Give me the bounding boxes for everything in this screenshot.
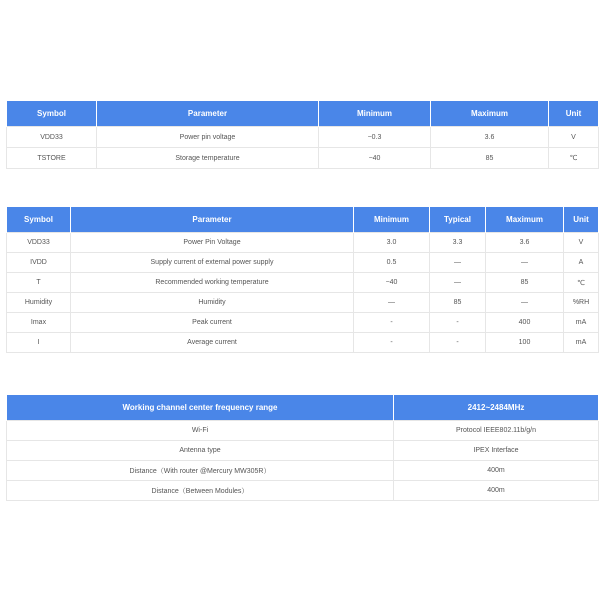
table-row <box>7 313 599 333</box>
cell-typical: — <box>430 273 486 293</box>
cell-maximum: 100 <box>486 333 564 353</box>
cell-minimum: - <box>354 313 430 333</box>
cell-unit: ℃ <box>564 273 599 293</box>
cell-parameter: Recommended working temperature <box>71 273 354 293</box>
cell-value: 400m <box>394 481 599 501</box>
cell-symbol: Humidity <box>7 293 71 313</box>
cell-minimum: - <box>354 333 430 353</box>
cell-typical: - <box>430 313 486 333</box>
cell-typical: 3.3 <box>430 233 486 253</box>
cell-typical: — <box>430 253 486 273</box>
cell-typical: - <box>430 333 486 353</box>
cell-typical: 85 <box>430 293 486 313</box>
header-symbol: Symbol <box>7 207 71 233</box>
table-row <box>7 421 599 441</box>
operating-conditions-table <box>6 206 599 353</box>
cell-value: 400m <box>394 461 599 481</box>
cell-unit: V <box>564 233 599 253</box>
cell-maximum: — <box>486 293 564 313</box>
header-unit: Unit <box>549 101 599 127</box>
cell-minimum: −0.3 <box>319 127 431 148</box>
header-parameter: Parameter <box>71 207 354 233</box>
cell-value: IPEX Interface <box>394 441 599 461</box>
table-row <box>7 127 599 148</box>
cell-minimum: — <box>354 293 430 313</box>
table-row <box>7 481 599 501</box>
cell-symbol: TSTORE <box>7 148 97 169</box>
table-row <box>7 333 599 353</box>
header-maximum: Maximum <box>486 207 564 233</box>
header-minimum: Minimum <box>354 207 430 233</box>
header-unit: Unit <box>564 207 599 233</box>
cell-parameter: Average current <box>71 333 354 353</box>
cell-unit: ℃ <box>549 148 599 169</box>
cell-parameter: Storage temperature <box>97 148 319 169</box>
cell-item: Antenna type <box>7 441 394 461</box>
cell-maximum: — <box>486 253 564 273</box>
cell-symbol: T <box>7 273 71 293</box>
table-header-row <box>7 101 599 127</box>
table-row <box>7 148 599 169</box>
cell-unit: %RH <box>564 293 599 313</box>
cell-parameter: Supply current of external power supply <box>71 253 354 273</box>
table-row <box>7 273 599 293</box>
cell-symbol: Imax <box>7 313 71 333</box>
cell-parameter: Power pin voltage <box>97 127 319 148</box>
header-frequency-range-value: 2412~2484MHz <box>394 395 599 421</box>
cell-parameter: Peak current <box>71 313 354 333</box>
cell-maximum: 85 <box>486 273 564 293</box>
cell-unit: mA <box>564 333 599 353</box>
cell-minimum: −40 <box>319 148 431 169</box>
header-minimum: Minimum <box>319 101 431 127</box>
header-typical: Typical <box>430 207 486 233</box>
cell-minimum: −40 <box>354 273 430 293</box>
cell-minimum: 3.0 <box>354 233 430 253</box>
table-row <box>7 293 599 313</box>
cell-minimum: 0.5 <box>354 253 430 273</box>
cell-parameter: Humidity <box>71 293 354 313</box>
cell-symbol: I <box>7 333 71 353</box>
wifi-characteristics-table <box>6 394 599 501</box>
header-frequency-range-label: Working channel center frequency range <box>7 395 394 421</box>
cell-value: Protocol IEEE802.11b/g/n <box>394 421 599 441</box>
cell-symbol: VDD33 <box>7 233 71 253</box>
cell-symbol: IVDD <box>7 253 71 273</box>
cell-maximum: 400 <box>486 313 564 333</box>
cell-item: Distance（With router @Mercury MW305R） <box>7 461 394 481</box>
cell-item: Wi-Fi <box>7 421 394 441</box>
table-header-row <box>7 207 599 233</box>
table-row <box>7 233 599 253</box>
header-parameter: Parameter <box>97 101 319 127</box>
table-row <box>7 461 599 481</box>
table-row <box>7 441 599 461</box>
cell-unit: A <box>564 253 599 273</box>
cell-maximum: 85 <box>431 148 549 169</box>
header-symbol: Symbol <box>7 101 97 127</box>
cell-unit: mA <box>564 313 599 333</box>
table-row <box>7 253 599 273</box>
absolute-ratings-table <box>6 100 599 169</box>
cell-symbol: VDD33 <box>7 127 97 148</box>
cell-maximum: 3.6 <box>431 127 549 148</box>
cell-parameter: Power Pin Voltage <box>71 233 354 253</box>
header-maximum: Maximum <box>431 101 549 127</box>
cell-maximum: 3.6 <box>486 233 564 253</box>
cell-item: Distance（Between Modules） <box>7 481 394 501</box>
table-header-row <box>7 395 599 421</box>
cell-unit: V <box>549 127 599 148</box>
